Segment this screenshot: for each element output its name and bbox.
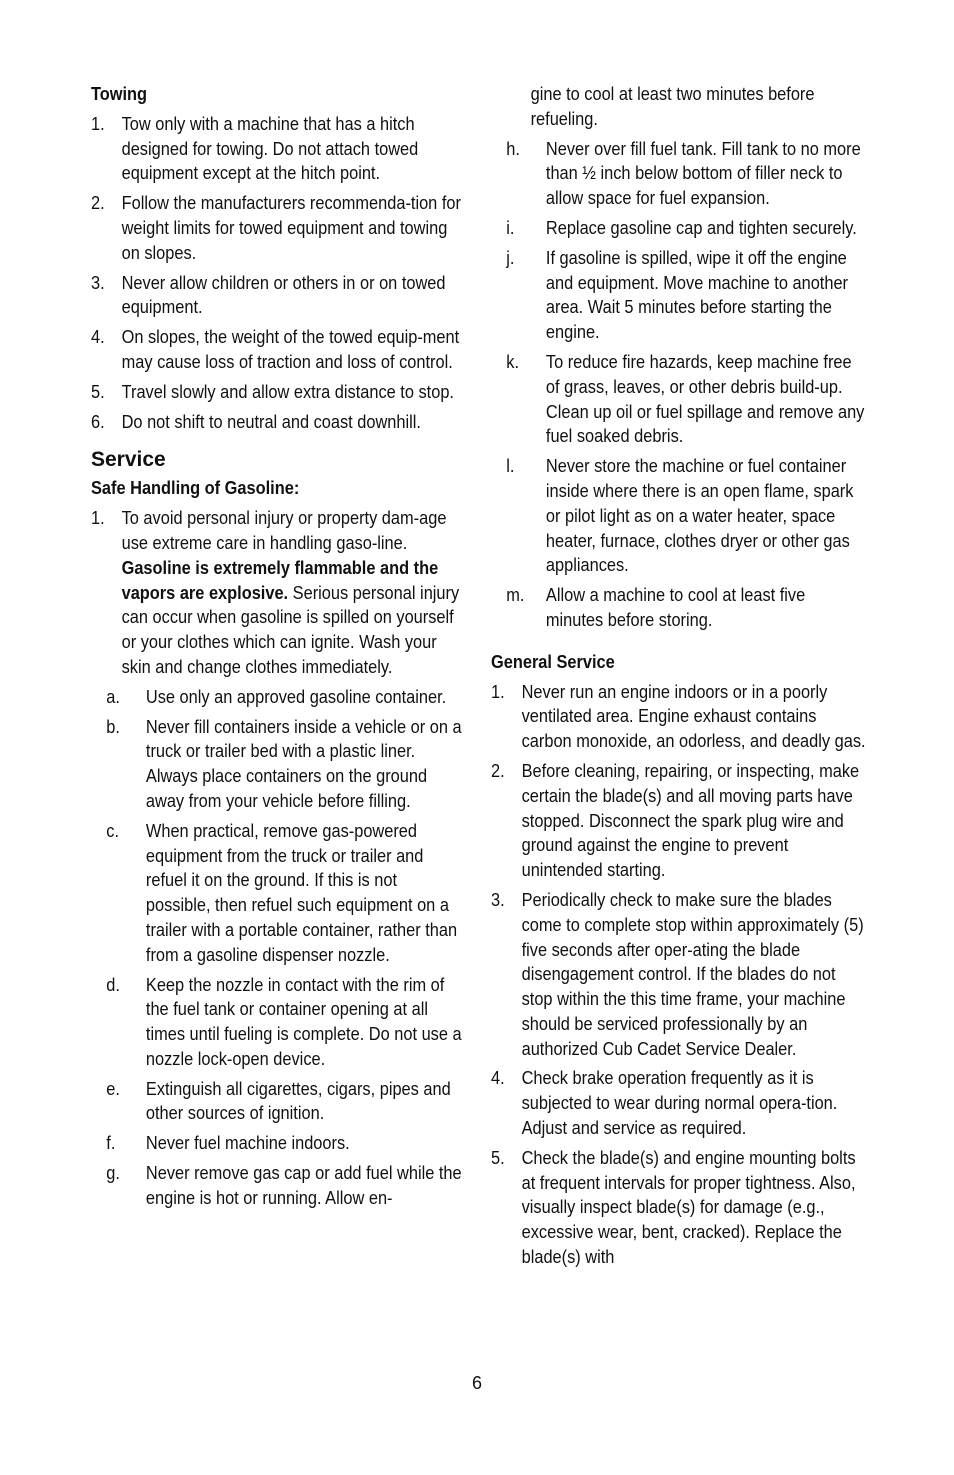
item-text-part-1: To avoid personal injury or property dam-age use extreme care in handling gaso-line. xyxy=(121,508,447,553)
subitem-text: To reduce fire hazards, keep machine free of grass, leaves, or other debris build-up. Clean up oil or fuel spillage and remove any fuel soaked debris. xyxy=(545,351,865,447)
item-number: 3. xyxy=(91,272,105,293)
item-text: Before cleaning, repairing, or inspecting, make certain the blade(s) and all moving parts have stopped. Disconnect the spark plug wire and ground against the engine to prevent unintended starting. xyxy=(521,760,860,881)
subitem-text: Never fuel machine indoors. xyxy=(145,1133,350,1154)
left-column xyxy=(91,82,466,1216)
towing-list xyxy=(91,112,466,435)
subitem-text: Never store the machine or fuel container inside where there is an open flame, spark or pilot light as on a water heater, space heater, furnace, clothes dryer or other gas appliances. xyxy=(545,456,854,576)
subitem-text: Keep the nozzle in contact with the rim of the fuel tank or container opening at all times until fueling is complete. Do not use a nozzle lock-open device. xyxy=(145,974,462,1069)
subitem-text: Allow a machine to cool at least five minutes before storing. xyxy=(545,585,806,630)
general-service-list xyxy=(491,680,866,1270)
subitem-g-continuation: gine to cool at least two minutes before refueling. xyxy=(530,84,815,129)
general-item-1 xyxy=(491,680,866,754)
subitem-d xyxy=(91,973,466,1072)
subitem-i xyxy=(491,216,866,241)
item-number: 1. xyxy=(91,113,105,134)
subitem-letter: i. xyxy=(506,217,515,238)
item-text-part-2: Serious personal injury can occur when gasoline is spilled on yourself or your clothes which can ignite. Wash your skin and change clothes immediately. xyxy=(121,582,460,677)
towing-item-5 xyxy=(91,380,466,405)
subitem-text: Extinguish all cigarettes, cigars, pipes and other sources of ignition. xyxy=(145,1078,451,1124)
subitem-text: If gasoline is spilled, wipe it off the engine and equipment. Move machine to another area. Wait 5 minutes before starting the engine. xyxy=(545,247,849,343)
gasoline-sublist-right xyxy=(491,137,866,633)
subitem-m xyxy=(491,583,866,633)
general-item-5 xyxy=(491,1146,866,1270)
subitem-f xyxy=(91,1131,466,1156)
item-text: Do not shift to neutral and coast downhill. xyxy=(121,411,421,432)
item-text: Periodically check to make sure the blades come to complete stop within approximately (5) five seconds after oper-ating the blade disengagement control. If the blades do not stop within the this time frame, your machine should be serviced professionally by an authorized Cub Cadet Service Dealer. xyxy=(521,889,864,1059)
general-item-2 xyxy=(491,759,866,883)
subitem-a xyxy=(91,685,466,710)
subitem-letter: m. xyxy=(506,585,525,606)
subitem-letter: e. xyxy=(106,1078,120,1099)
towing-item-3 xyxy=(91,271,466,321)
subitem-letter: d. xyxy=(106,974,120,995)
subitem-l xyxy=(491,454,866,578)
item-text: Follow the manufacturers recommenda-tion for weight limits for towed equipment and towing on slopes. xyxy=(121,193,461,263)
item-number: 5. xyxy=(91,381,105,402)
item-text: On slopes, the weight of the towed equip-ment may cause loss of traction and loss of control. xyxy=(121,327,460,372)
towing-item-6 xyxy=(91,410,466,435)
subitem-letter: f. xyxy=(106,1133,116,1154)
item-number: 2. xyxy=(91,193,105,214)
item-text: Never run an engine indoors or in a poorly ventilated area. Engine exhaust contains carbon monoxide, an odorless, and deadly gas. xyxy=(521,681,866,752)
item-number: 3. xyxy=(491,889,505,910)
item-text: Check brake operation frequently as it is subjected to wear during normal opera-tion. Adjust and service as required. xyxy=(521,1068,838,1139)
item-number: 6. xyxy=(91,411,105,432)
item-number: 1. xyxy=(91,508,105,529)
subitem-b xyxy=(91,715,466,814)
gasoline-list-continued xyxy=(491,82,866,633)
subitem-letter: l. xyxy=(506,456,515,477)
right-column xyxy=(491,82,866,1275)
gasoline-list xyxy=(91,506,466,1211)
general-item-3 xyxy=(491,888,866,1062)
subitem-k xyxy=(491,350,866,449)
item-text: Travel slowly and allow extra distance to stop. xyxy=(121,381,454,402)
subitem-j xyxy=(491,246,866,345)
subitem-e xyxy=(91,1077,466,1127)
item-number: 4. xyxy=(91,327,105,348)
subitem-c xyxy=(91,819,466,968)
gasoline-heading: Safe Handling of Gasoline: xyxy=(91,478,300,499)
towing-item-4 xyxy=(91,325,466,375)
item-number: 4. xyxy=(491,1068,505,1089)
flammable-warning: Gasoline is extremely flammable and the vapors are explosive. xyxy=(121,557,439,603)
subitem-letter: b. xyxy=(106,716,120,737)
subitem-letter: h. xyxy=(506,138,520,159)
subitem-text: Never fill containers inside a vehicle or on a truck or trailer bed with a plastic liner. Always place containers on the ground away from your vehicle before filling. xyxy=(145,716,462,811)
general-service-heading: General Service xyxy=(491,651,615,672)
subitem-letter: k. xyxy=(506,351,520,372)
gasoline-item-1 xyxy=(91,506,466,680)
towing-heading: Towing xyxy=(91,84,148,104)
subitem-letter: a. xyxy=(106,686,120,707)
page-number: 6 xyxy=(471,1373,482,1393)
item-text: Never allow children or others in or on towed equipment. xyxy=(121,272,446,318)
subitem-text: Never over fill fuel tank. Fill tank to no more than ½ inch below bottom of filler neck to allow space for fuel expansion. xyxy=(545,138,861,209)
towing-item-1 xyxy=(91,112,466,186)
item-number: 1. xyxy=(491,681,505,702)
item-number: 5. xyxy=(491,1147,505,1168)
subitem-letter: j. xyxy=(506,247,515,268)
item-text: Tow only with a machine that has a hitch designed for towing. Do not attach towed equipment except at the hitch point. xyxy=(121,113,419,184)
general-item-4 xyxy=(491,1066,866,1140)
item-text xyxy=(122,506,466,680)
subitem-letter: g. xyxy=(106,1163,120,1184)
subitem-h xyxy=(491,137,866,211)
subitem-text: When practical, remove gas-powered equipment from the truck or trailer and refuel it on the ground. If this is not possible, then refuel such equipment on a trailer with a portable container, rather than from a gasoline dispenser nozzle. xyxy=(145,820,458,965)
subitem-text: Replace gasoline cap and tighten securely. xyxy=(545,217,857,238)
item-number: 2. xyxy=(491,760,505,781)
subitem-letter: c. xyxy=(106,820,120,841)
service-heading: Service xyxy=(91,448,166,472)
subitem-text: Use only an approved gasoline container. xyxy=(145,686,447,707)
gasoline-sublist-left xyxy=(91,685,466,1211)
subitem-text: Never remove gas cap or add fuel while the engine is hot or running. Allow en- xyxy=(145,1163,462,1208)
item-text: Check the blade(s) and engine mounting bolts at frequent intervals for proper tightness. Also, visually inspect blade(s) for damage (e.g., excessive wear, bent, cracked). Replace the blade(s) with xyxy=(521,1147,856,1268)
towing-item-2 xyxy=(91,191,466,265)
subitem-g xyxy=(91,1161,466,1211)
